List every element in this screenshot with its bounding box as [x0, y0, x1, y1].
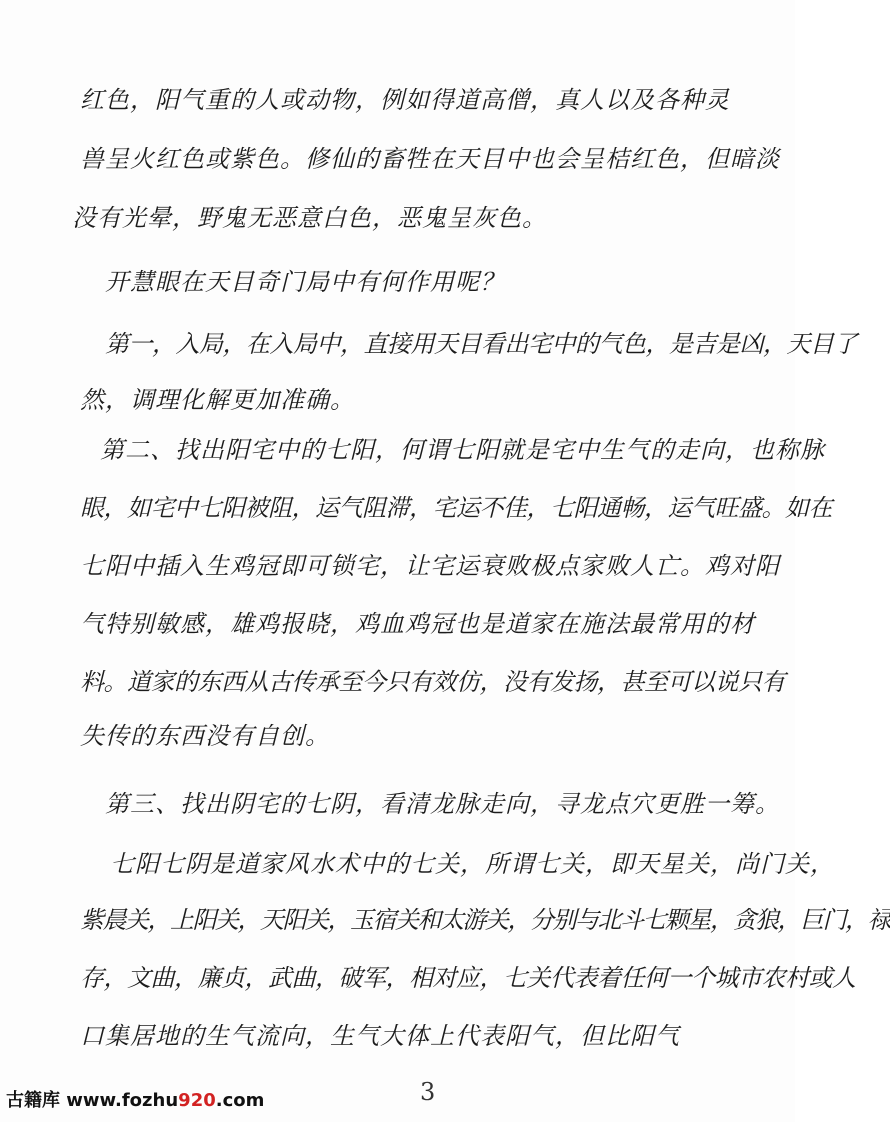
- text-line-7: [0, 422, 825, 478]
- line-text: 七阳中插入生鸡冠即可锁宅，让宅运衰败极点家败人亡。鸡对阳: [80, 552, 780, 580]
- text-line-9: [0, 538, 795, 594]
- text-line-8: [0, 480, 832, 536]
- page-number: 3: [420, 1078, 436, 1106]
- text-line-2: [0, 131, 795, 187]
- watermark-site-number: 920: [178, 1090, 216, 1111]
- text-line-10: [0, 596, 795, 652]
- line-text: 紫晨关，上阳关，天阳关，玉宿关和太游关，分别与北斗七颗星，贪狼，巨门，禄: [80, 906, 890, 934]
- text-line-17: [0, 1008, 795, 1064]
- line-text: 没有光晕，野鬼无恶意白色，恶鬼呈灰色。: [72, 204, 547, 232]
- text-line-4: [0, 254, 795, 310]
- line-text: 口集居地的生气流向，生气大体上代表阳气，但比阳气: [80, 1022, 680, 1050]
- text-line-13: [0, 776, 795, 832]
- text-line-1: [0, 72, 795, 128]
- line-text: 第二、找出阳宅中的七阳，何谓七阳就是宅中生气的走向，也称脉: [100, 436, 825, 464]
- text-line-11: [0, 654, 795, 710]
- text-line-14: [0, 836, 835, 892]
- line-text: 红色，阳气重的人或动物，例如得道高僧，真人以及各种灵: [80, 86, 730, 114]
- watermark: [6, 1086, 264, 1112]
- text-line-15: [0, 892, 890, 948]
- line-text: 气特别敏感，雄鸡报晓，鸡血鸡冠也是道家在施法最常用的材: [80, 610, 755, 638]
- line-text: 然，调理化解更加准确。: [80, 386, 355, 414]
- text-line-16: [0, 950, 856, 1006]
- line-text: 第一，入局，在入局中，直接用天目看出宅中的气色，是吉是凶，天目了: [105, 330, 857, 358]
- line-text: 七阳七阴是道家风水术中的七关，所谓七关，即天星关，尚门关，: [110, 850, 835, 878]
- text-line-5: [0, 316, 857, 372]
- line-text: 存，文曲，廉贞，武曲，破军，相对应，七关代表着任何一个城市农村或人: [80, 964, 856, 992]
- watermark-name: 古籍库: [6, 1090, 60, 1111]
- line-text: 眼，如宅中七阳被阻，运气阻滞，宅运不佳，七阳通畅，运气旺盛。如在: [80, 494, 832, 522]
- text-line-3: [0, 190, 795, 246]
- line-text: 兽呈火红色或紫色。修仙的畜牲在天目中也会呈桔红色，但暗淡: [80, 145, 780, 173]
- line-text: 开慧眼在天目奇门局中有何作用呢？: [105, 268, 505, 296]
- line-text: 第三、找出阴宅的七阴，看清龙脉走向，寻龙点穴更胜一筹。: [105, 790, 780, 818]
- text-line-6: [0, 372, 795, 428]
- text-line-12: [0, 708, 795, 764]
- watermark-site-prefix: www.fozhu: [66, 1090, 179, 1111]
- line-text: 料。道家的东西从古传承至今只有效仿，没有发扬，甚至可以说只有: [80, 668, 785, 696]
- line-text: 失传的东西没有自创。: [80, 722, 330, 750]
- watermark-site-suffix: .com: [215, 1090, 265, 1111]
